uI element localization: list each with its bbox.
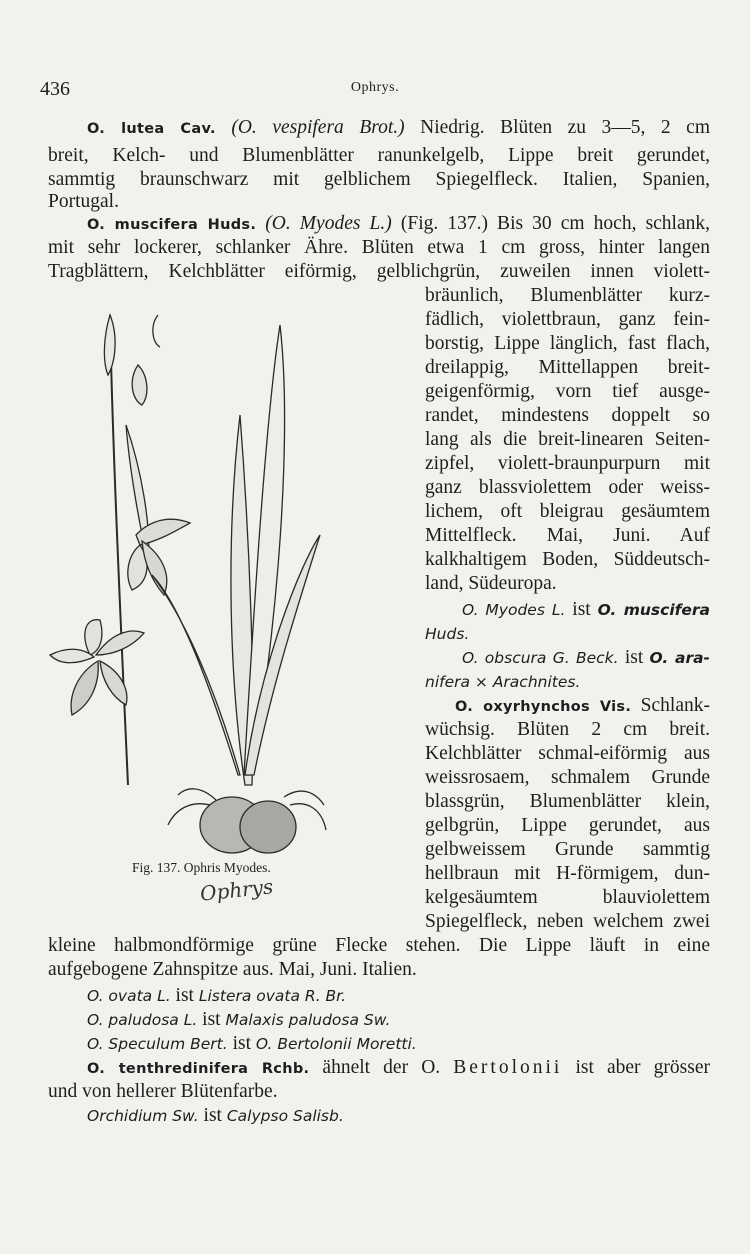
text-line [462, 646, 710, 670]
species-name: O. ara- [649, 649, 710, 667]
leaf [152, 575, 240, 775]
text-span: (Fig. 137.) Bis 30 cm hoch, schlank, [391, 213, 711, 234]
text-line: und von hellerer Blütenfarbe. [48, 1081, 278, 1102]
text-line: blassgrün, Blumenblätter klein, [425, 791, 710, 812]
text-span: ist [170, 985, 199, 1006]
petal [50, 649, 94, 663]
text-span: ist aber grösser [562, 1057, 710, 1078]
text-span: ist [197, 1009, 226, 1030]
species-name: O. tenthredinifera Rchb. [87, 1061, 310, 1077]
text-line: mit sehr lockerer, schlanker Ähre. Blüten etwa 1 cm gross, hinter langen [48, 237, 710, 258]
text-line: lang als die breit-linearen Seiten- [425, 429, 710, 450]
synonym: Huds. [425, 625, 470, 643]
text-line: kelgesäumtem blauviolettem [425, 887, 710, 908]
species-name: O. muscifera Huds. [87, 217, 257, 233]
text-span: ist [198, 1105, 227, 1126]
text-span: ist [618, 647, 650, 668]
text-line: hellbraun mit H-förmigem, dun- [425, 863, 710, 884]
root [178, 789, 216, 800]
synonym: Orchidium Sw. [87, 1107, 199, 1125]
text-line: lichem, oft bleigrau gesäumtem [425, 501, 710, 522]
text-line: wüchsig. Blüten 2 cm breit. [425, 719, 710, 740]
species-name: Calypso Salisb. [226, 1107, 344, 1125]
text-line: geigenförmig, vorn tief ausge- [425, 381, 710, 402]
species-name: Listera ovata R. Br. [198, 987, 347, 1005]
text-line: Portugal. [48, 191, 119, 212]
text-line: randet, mindestens doppelt so [425, 405, 710, 426]
text-line: kalkhaltigem Boden, Süddeutsch- [425, 549, 710, 570]
text-line [425, 670, 580, 694]
text-line [87, 984, 346, 1008]
species-name: O. oxyrhynchos Vis. [455, 699, 632, 715]
bud-stalk [153, 315, 160, 347]
handwritten-note: Ophrys [198, 874, 275, 906]
species-name: Malaxis paludosa Sw. [225, 1011, 391, 1029]
synonym: O. paludosa L. [87, 1011, 198, 1029]
text-line [87, 1104, 344, 1128]
text-line: dreilappig, Mittellappen breit- [425, 357, 710, 378]
bud [104, 315, 115, 375]
text-line: gelbweissem Grunde sammtig [425, 839, 710, 860]
text-line: sammtig braunschwarz mit gelblichem Spiegelfleck. Italien, Spanien, [48, 169, 710, 190]
spaced-name: Bertolonii [453, 1057, 563, 1078]
text-line [455, 694, 710, 719]
orchid-illustration [40, 305, 330, 880]
text-line: Kelchblätter schmal-eiförmig aus [425, 743, 710, 764]
text-span: ist [227, 1033, 256, 1054]
text-line [87, 212, 710, 237]
text-line: land, Südeuropa. [425, 573, 557, 594]
text-line: gelbgrün, Lippe gerundet, aus [425, 815, 710, 836]
species-name: O. lutea Cav. [87, 121, 216, 137]
text-line: Spiegelfleck, neben welchem zwei [425, 911, 710, 932]
text-line [425, 622, 469, 646]
text-line: aufgebogene Zahnspitze aus. Mai, Juni. Italien. [48, 959, 417, 980]
synonym: (O. Myodes L.) [265, 213, 392, 234]
synonym: (O. vespifera Brot.) [231, 117, 405, 138]
figure-caption: Fig. 137. Ophris Myodes. [132, 860, 271, 875]
text-line: Tragblättern, Kelchblätter eiförmig, gelblichgrün, zuweilen innen violett- [48, 261, 710, 282]
text-line: borstig, Lippe länglich, fast flach, [425, 333, 710, 354]
species-name: O. muscifera [597, 601, 710, 619]
root [284, 791, 324, 805]
text-line: bräunlich, Blumenblätter kurz- [425, 285, 710, 306]
page-number: 436 [40, 78, 70, 100]
text-line: kleine halbmondförmige grüne Flecke stehen. Die Lippe läuft in eine [48, 935, 710, 956]
bud [132, 365, 147, 405]
synonym: O. Myodes L. [462, 601, 566, 619]
text-span: Schlank- [631, 695, 710, 716]
stem [110, 315, 128, 785]
text-line: weissrosaem, schmalem Grunde [425, 767, 710, 788]
lip [71, 661, 98, 715]
text-span: ähnelt der O. [309, 1057, 454, 1078]
text-line: fädlich, violettbraun, ganz fein- [425, 309, 710, 330]
text-line: breit, Kelch- und Blumenblätter ranunkelgelb, Lippe breit gerundet, [48, 145, 710, 166]
text-line: ganz blassviolettem oder weiss- [425, 477, 710, 498]
petal [96, 631, 144, 655]
text-span: Niedrig. Blüten zu 3—5, 2 cm [404, 117, 711, 138]
text-line [462, 598, 710, 622]
text-span: ist [565, 599, 598, 620]
text-line [87, 116, 710, 141]
text-line: zipfel, violett-braunpurpurn mit [425, 453, 710, 474]
synonym: O. obscura G. Beck. [462, 649, 619, 667]
text-line [87, 1056, 710, 1081]
synonym: nifera × Arachnites. [425, 673, 581, 691]
synonym: O. ovata L. [87, 987, 171, 1005]
synonym: O. Speculum Bert. [87, 1035, 228, 1053]
text-line: Mittelfleck. Mai, Juni. Auf [425, 525, 710, 546]
text-line [87, 1032, 417, 1056]
species-name: O. Bertolonii Moretti. [255, 1035, 417, 1053]
tuber [240, 801, 296, 853]
text-line [87, 1008, 390, 1032]
running-head: Ophrys. [350, 80, 400, 95]
